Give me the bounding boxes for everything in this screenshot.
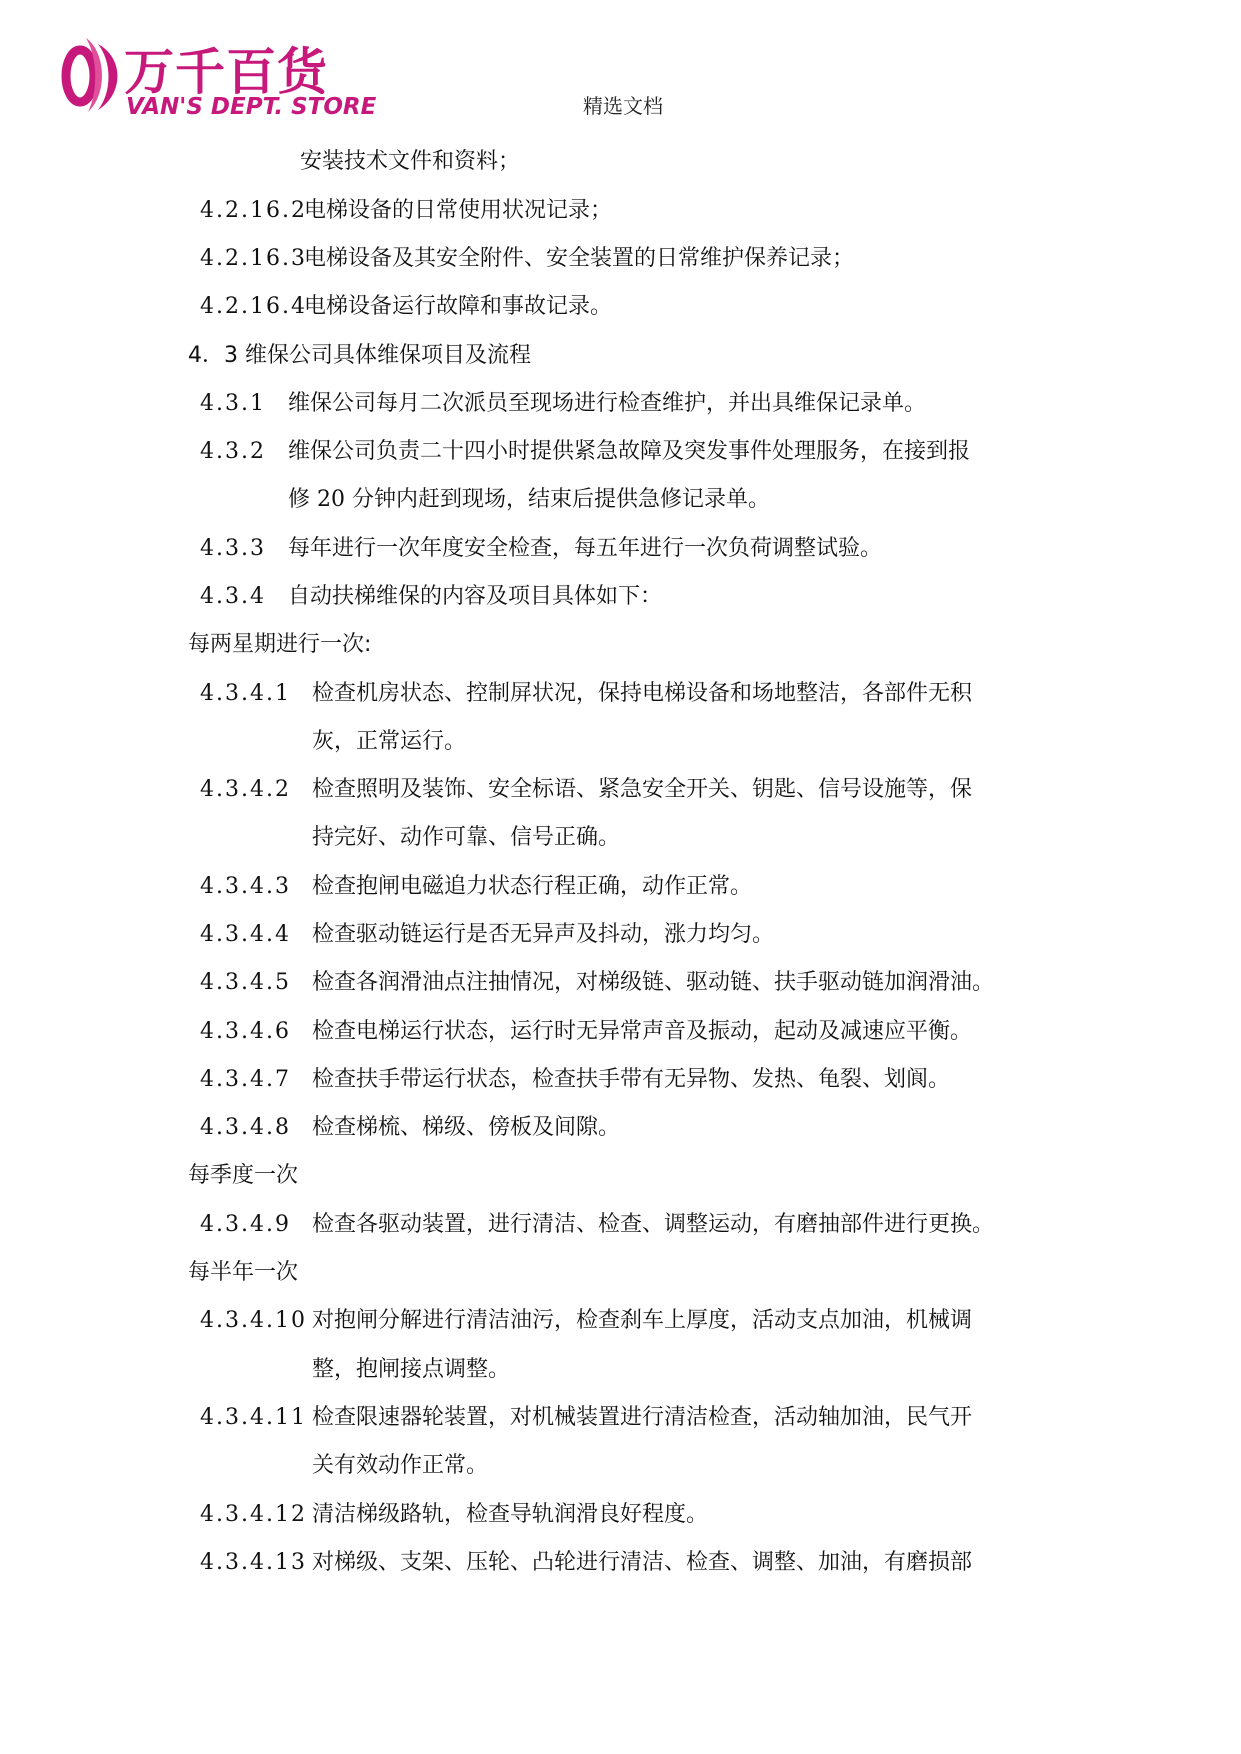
logo-chinese-name: 万千百货 xyxy=(124,43,328,101)
section-heading-4-3: 4．3 维保公司具体维保项目及流程 xyxy=(188,343,531,368)
clause-4-3-4-10-continued: 整，抱闸接点调整。 xyxy=(312,1357,511,1382)
header-note: 精选文档 xyxy=(583,94,663,118)
brand-logo xyxy=(54,30,377,126)
clause-4-3-4-1-continued: 灰，正常运行。 xyxy=(312,729,467,754)
clause-4-3-2-continued: 修 20 分钟内赶到现场，结束后提供急修记录单。 xyxy=(288,487,770,512)
subheading-quarterly: 每季度一次 xyxy=(188,1163,299,1188)
subheading-half-year: 每半年一次 xyxy=(188,1260,299,1285)
page-header xyxy=(0,0,1241,130)
clause-4-3-4-2-continued: 持完好、动作可靠、信号正确。 xyxy=(312,825,621,850)
clause-4-3-4-11-continued: 关有效动作正常。 xyxy=(312,1453,489,1478)
subheading-biweekly: 每两星期进行一次: xyxy=(188,632,372,657)
brand-swoosh-icon xyxy=(54,34,126,114)
text-line: 安装技术文件和资料； xyxy=(300,149,521,174)
logo-english-name: VAN'S DEPT. STORE xyxy=(126,94,377,120)
